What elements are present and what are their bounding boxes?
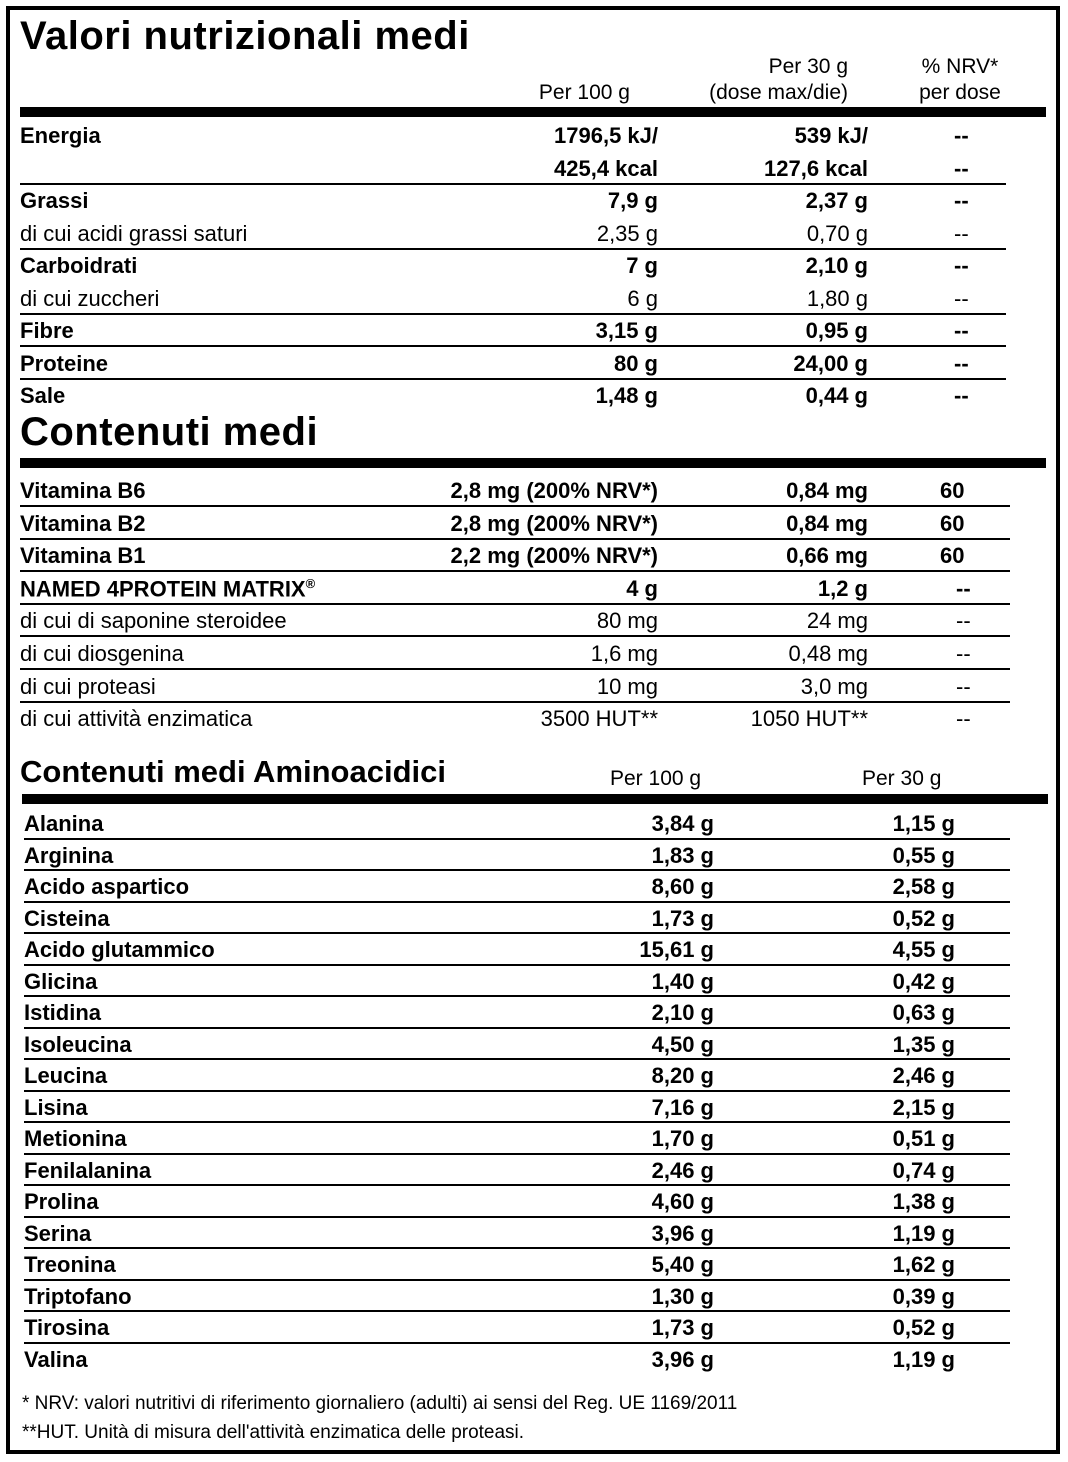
contents-label: Vitamina B2: [20, 510, 146, 536]
amino-per100: 7,16 g: [651, 1094, 714, 1120]
amino-label: Leucina: [24, 1063, 108, 1088]
nutrition-title: Valori nutrizionali medi: [20, 14, 470, 58]
amino-per100: 3,96 g: [651, 1346, 714, 1372]
contents-row: [20, 671, 1010, 703]
contents-per100: 2,8 mg (200% NRV*): [450, 478, 658, 503]
contents-row: [20, 508, 1010, 540]
amino-title: Contenuti medi Aminoacidici: [20, 754, 446, 789]
amino-per100: 15,61 g: [639, 937, 714, 962]
nutrition-label: Grassi: [20, 188, 89, 213]
amino-per30: 4,55 g: [892, 937, 955, 962]
footnote-nrv: * NRV: valori nutritivi di riferimento giornaliero (adulti) ai sensi del Reg. UE 1169/2011: [22, 1393, 738, 1414]
amino-row: [24, 903, 1010, 935]
amino-per30: 1,15 g: [892, 811, 955, 836]
nutrition-per30: 2,10 g: [805, 253, 868, 278]
contents-label: di cui di saponine steroidee: [20, 608, 287, 634]
contents-label: di cui proteasi: [20, 673, 156, 699]
amino-label: Isoleucina: [24, 1031, 132, 1057]
contents-row: [20, 573, 1010, 605]
amino-per100: 1,73 g: [651, 1315, 714, 1340]
footnote-hut: **HUT. Unità di misura dell'attività enzimatica delle proteasi.: [22, 1422, 525, 1443]
amino-row: [24, 934, 1010, 966]
amino-per100: 1,83 g: [651, 842, 714, 868]
amino-per30: 1,19 g: [892, 1220, 955, 1246]
nutrition-per30: 0,70 g: [806, 220, 868, 246]
nutrition-row: [20, 120, 1008, 152]
amino-per100: 5,40 g: [651, 1252, 714, 1277]
nutrition-label: Fibre: [20, 318, 74, 343]
contents-header-rule: [20, 458, 1046, 468]
nutrition-per30: 1,80 g: [806, 285, 868, 311]
amino-label: Alanina: [24, 811, 104, 836]
amino-label: Tirosina: [24, 1315, 110, 1340]
amino-label: Serina: [24, 1220, 92, 1246]
col-per100-header: Per 100 g: [538, 81, 630, 104]
nutrition-per100: 1,48 g: [595, 383, 658, 408]
amino-per30: 2,58 g: [892, 874, 955, 899]
col-nrv-header-line2: per dose: [919, 81, 1001, 104]
contents-per100: 1,6 mg: [590, 641, 658, 666]
amino-label: Istidina: [24, 1000, 102, 1025]
amino-row: [24, 1249, 1010, 1281]
col-per30-header-line1: Per 30 g: [768, 55, 848, 78]
amino-col-per30-header: Per 30 g: [862, 767, 942, 790]
nutrition-label: Carboidrati: [20, 253, 138, 278]
amino-label: Cisteina: [24, 905, 110, 931]
nutrition-per100: 7 g: [626, 253, 658, 278]
nutrition-per100: 6 g: [627, 285, 658, 311]
nutrition-label: Sale: [20, 383, 66, 408]
amino-per30: 1,62 g: [892, 1252, 955, 1277]
amino-row: [24, 840, 1010, 872]
amino-per30: 2,15 g: [892, 1094, 955, 1120]
contents-label-wrap: [20, 576, 315, 602]
contents-row: [20, 638, 1010, 670]
nutrition-per30: 2,37 g: [805, 188, 868, 213]
amino-per100: 2,10 g: [651, 1000, 714, 1025]
nutrition-per100: 1796,5 kJ/: [554, 123, 658, 148]
amino-per30: 0,63 g: [892, 1000, 955, 1025]
amino-label: Acido aspartico: [24, 874, 190, 899]
contents-per30: 1,2 g: [817, 575, 868, 601]
nutrition-label: di cui zuccheri: [20, 285, 160, 311]
contents-row: [20, 475, 1010, 507]
contents-per100: 2,8 mg (200% NRV*): [450, 510, 658, 536]
contents-label: di cui diosgenina: [20, 641, 184, 666]
contents-nrv: 60: [940, 510, 965, 536]
amino-label: Treonina: [24, 1252, 116, 1277]
contents-nrv: --: [956, 673, 971, 699]
nutrition-row: [20, 185, 1008, 217]
contents-per30: 1050 HUT**: [750, 706, 868, 732]
amino-per100: 1,40 g: [651, 968, 714, 994]
nutrition-nrv: --: [954, 318, 969, 343]
amino-per100: 1,73 g: [651, 905, 714, 931]
contents-per30: 0,48 mg: [788, 641, 868, 666]
amino-row: [24, 808, 1010, 840]
amino-row: [24, 1123, 1010, 1155]
contents-nrv: --: [956, 608, 971, 634]
amino-per30: 0,55 g: [892, 842, 955, 868]
nutrition-per30: 127,6 kcal: [764, 155, 868, 181]
amino-label: Acido glutammico: [24, 937, 215, 962]
amino-row: [24, 1060, 1010, 1092]
amino-row: [24, 966, 1010, 998]
amino-label: Valina: [24, 1346, 88, 1372]
nutrition-per100: 425,4 kcal: [554, 155, 658, 181]
amino-per100: 4,50 g: [651, 1031, 714, 1057]
contents-per100: 3500 HUT**: [540, 706, 658, 732]
nutrition-row: [20, 380, 1008, 412]
amino-row: [24, 1312, 1010, 1344]
amino-row: [24, 1186, 1010, 1218]
amino-label: Arginina: [24, 842, 114, 868]
nutrition-row: [20, 315, 1008, 347]
nutrition-label: di cui acidi grassi saturi: [20, 220, 248, 246]
nutrition-per100: 2,35 g: [596, 220, 658, 246]
nutrition-nrv: --: [954, 220, 969, 246]
nutrition-row: [20, 153, 1008, 185]
amino-per30: 2,46 g: [892, 1063, 955, 1088]
amino-per100: 8,20 g: [651, 1063, 714, 1088]
contents-per100: 80 mg: [596, 608, 658, 634]
amino-col-per100-header: Per 100 g: [610, 767, 702, 790]
amino-row: [24, 1344, 1010, 1376]
contents-per30: 0,84 mg: [786, 478, 868, 503]
amino-per30: 0,51 g: [892, 1126, 955, 1151]
contents-row: [20, 605, 1010, 637]
contents-row: [20, 540, 1010, 572]
contents-per30: 0,84 mg: [786, 510, 868, 536]
amino-per100: 1,70 g: [651, 1126, 714, 1151]
contents-label: Vitamina B1: [20, 543, 146, 569]
contents-nrv: --: [956, 706, 971, 732]
contents-per30: 0,66 mg: [786, 543, 868, 569]
amino-label: Fenilalanina: [24, 1157, 152, 1183]
nutrition-per30: 0,95 g: [805, 318, 868, 343]
amino-label: Prolina: [24, 1189, 99, 1214]
contents-per100: 2,2 mg (200% NRV*): [450, 543, 658, 569]
contents-label: di cui attività enzimatica: [20, 706, 253, 732]
amino-per100: 3,96 g: [651, 1220, 714, 1246]
contents-nrv: --: [956, 641, 971, 666]
amino-row: [24, 1029, 1010, 1061]
nutrition-nrv: --: [954, 188, 969, 213]
amino-row: [24, 1092, 1010, 1124]
registered-mark: ®: [305, 575, 316, 591]
amino-row: [24, 871, 1010, 903]
nutrition-nrv: --: [954, 383, 969, 408]
nutrition-per30: 24,00 g: [793, 350, 868, 376]
amino-row: [24, 997, 1010, 1029]
nutrition-per100: 80 g: [613, 350, 658, 376]
amino-label: Lisina: [24, 1094, 88, 1120]
nutrition-nrv: --: [954, 350, 969, 376]
nutrition-per30: 0,44 g: [805, 383, 868, 408]
amino-per100: 1,30 g: [651, 1283, 714, 1309]
amino-label: Metionina: [24, 1126, 127, 1151]
contents-row: [20, 703, 1010, 735]
contents-per100: 4 g: [626, 575, 658, 601]
amino-per30: 0,39 g: [892, 1283, 955, 1309]
amino-per100: 2,46 g: [651, 1157, 714, 1183]
amino-row: [24, 1218, 1010, 1250]
amino-per30: 0,52 g: [892, 1315, 955, 1340]
amino-per30: 1,38 g: [892, 1189, 955, 1214]
nutrition-row: [20, 218, 1008, 250]
contents-nrv: 60: [940, 543, 965, 569]
nutrition-nrv: --: [954, 123, 969, 148]
amino-label: Glicina: [24, 968, 98, 994]
amino-row: [24, 1155, 1010, 1187]
nutrition-header-rule: [20, 107, 1046, 117]
amino-per30: 0,52 g: [892, 905, 955, 931]
nutrition-label: Proteine: [20, 350, 109, 376]
nutrition-nrv: --: [954, 253, 969, 278]
amino-header-rule: [22, 794, 1048, 804]
amino-per30: 0,42 g: [892, 968, 955, 994]
nutrition-nrv: --: [954, 285, 969, 311]
amino-per100: 4,60 g: [651, 1189, 714, 1214]
amino-row: [24, 1281, 1010, 1313]
contents-label: Vitamina B6: [20, 478, 146, 503]
nutrition-row: [20, 283, 1008, 315]
contents-nrv: --: [956, 575, 971, 601]
contents-per100: 10 mg: [596, 673, 658, 699]
nutrition-per30: 539 kJ/: [794, 123, 868, 148]
amino-per100: 3,84 g: [651, 811, 714, 836]
contents-per30: 3,0 mg: [800, 673, 868, 699]
nutrition-per100: 3,15 g: [595, 318, 658, 343]
contents-title: Contenuti medi: [20, 410, 319, 454]
nutrition-label: Energia: [20, 123, 101, 148]
amino-per30: 1,35 g: [892, 1031, 955, 1057]
nutrition-row: [20, 250, 1008, 282]
contents-label: NAMED 4PROTEIN MATRIX: [20, 576, 306, 602]
nutrition-per100: 7,9 g: [607, 188, 658, 213]
amino-per100: 8,60 g: [651, 874, 714, 899]
col-nrv-header-line1: % NRV*: [921, 55, 999, 78]
col-per30-header-line2: (dose max/die): [709, 81, 848, 104]
nutrition-nrv: --: [954, 155, 969, 181]
contents-nrv: 60: [940, 478, 965, 503]
amino-per30: 1,19 g: [892, 1346, 955, 1372]
contents-per30: 24 mg: [806, 608, 868, 634]
nutrition-row: [20, 348, 1008, 380]
amino-label: Triptofano: [24, 1283, 132, 1309]
amino-per30: 0,74 g: [892, 1157, 955, 1183]
